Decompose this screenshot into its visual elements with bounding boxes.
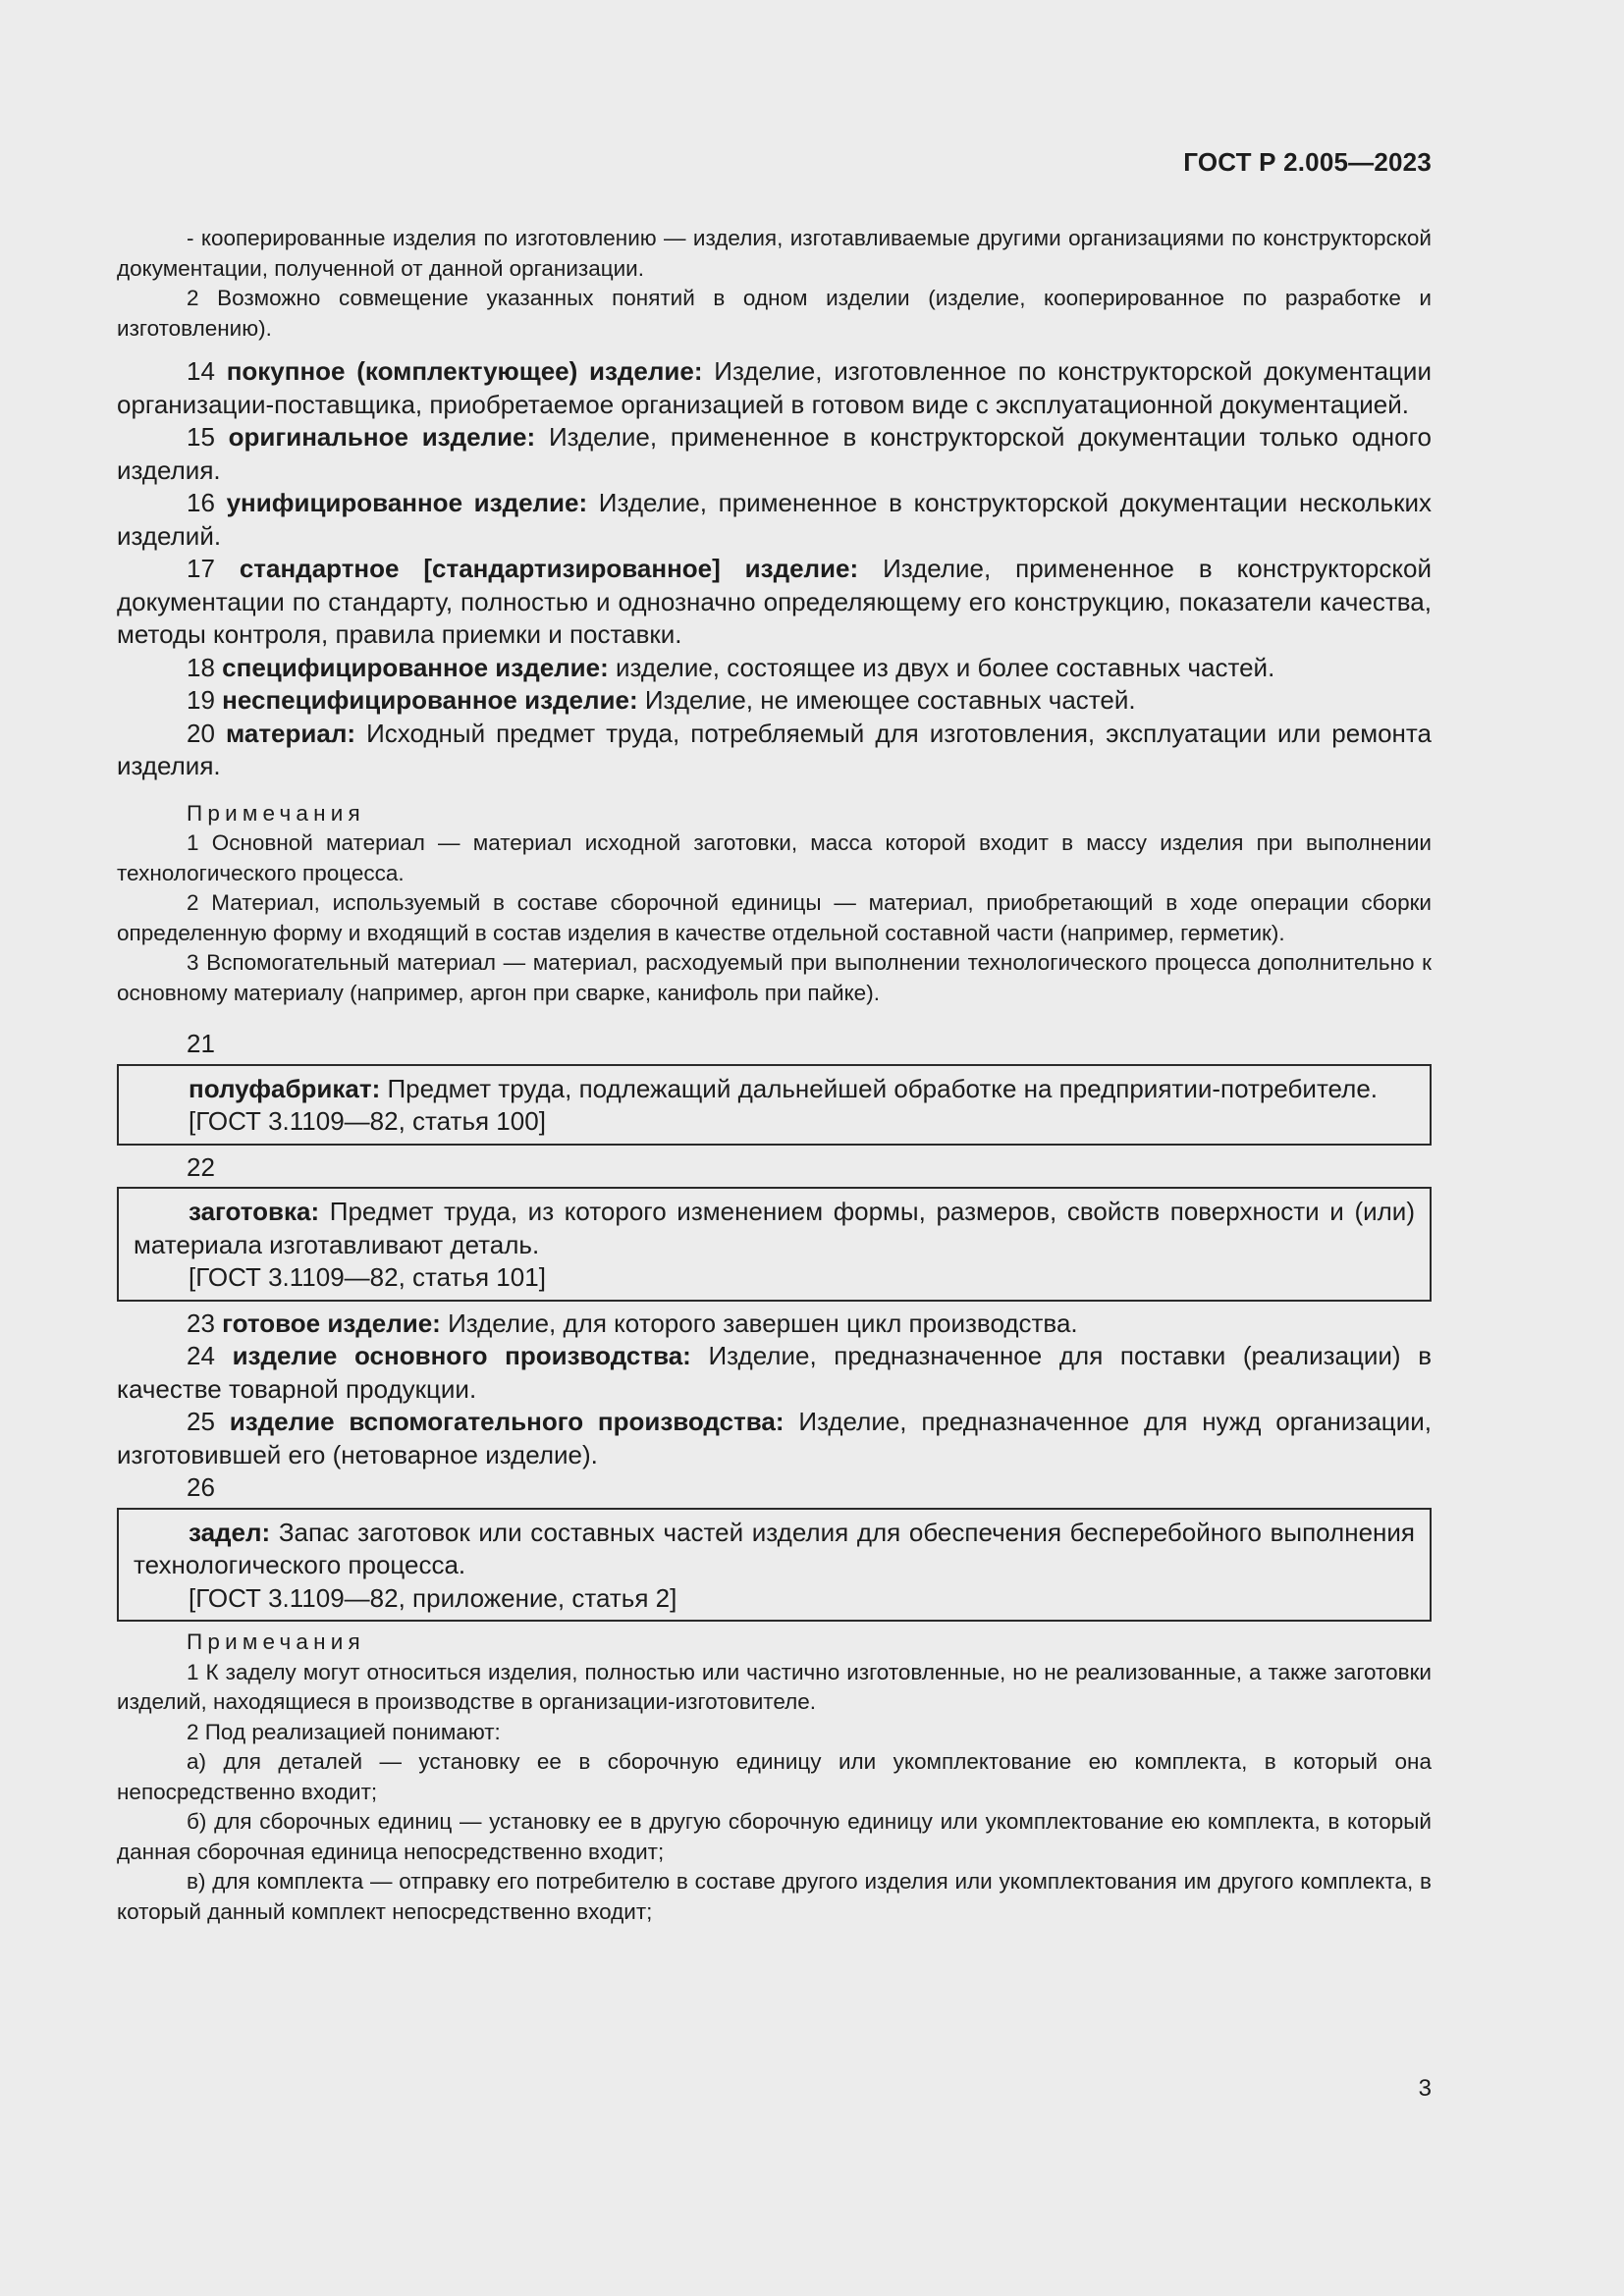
term-definition: Предмет труда, подлежащий дальнейшей обработке на предприятии-потребителе.: [387, 1073, 1379, 1103]
term-reference: [ГОСТ 3.1109—82, статья 100]: [189, 1106, 546, 1136]
term-entry: [117, 652, 1432, 685]
term-list-23-25: [117, 1308, 1432, 1472]
term-definition: изделие, состоящее из двух и более составных частей.: [616, 652, 1275, 682]
boxed-term-text: [134, 1073, 1415, 1106]
boxed-term-26: [117, 1471, 1432, 1622]
term-frame: [117, 1508, 1432, 1623]
term-entry: [117, 553, 1432, 652]
page-number: 3: [1418, 2075, 1432, 2102]
note-item: 1 Основной материал — материал исходной заготовки, масса которой входит в массу изделия при выполнении технологического процесса.: [117, 830, 1432, 885]
term-definition: Изделие, примененное в конструкторской документации только одного изделия.: [117, 422, 1432, 485]
term-number: 18: [187, 652, 215, 682]
term-name: заготовка:: [189, 1197, 320, 1226]
note-paragraph: 2 Возможно совмещение указанных понятий в одном изделии (изделие, кооперированное по разработке и изготовлению).: [117, 286, 1432, 341]
term-name: полуфабрикат:: [189, 1073, 381, 1103]
term-definition: Изделие, примененное в конструкторской документации нескольких изделий.: [117, 488, 1432, 551]
term-entry: [117, 1406, 1432, 1471]
note-item: 2 Материал, используемый в составе сборочной единицы — материал, приобретающий в ходе операции сборки определенную форму и входящий в состав изделия в качестве отдельной составной части (например, герметик).: [117, 890, 1432, 945]
term-name: готовое изделие:: [222, 1308, 441, 1338]
term-entry: [117, 421, 1432, 487]
note-item: 2 Под реализацией понимают:: [187, 1719, 501, 1744]
term-reference: [ГОСТ 3.1109—82, статья 101]: [189, 1262, 546, 1292]
term-reference: [ГОСТ 3.1109—82, приложение, статья 2]: [189, 1582, 677, 1613]
term-number: 23: [187, 1308, 215, 1338]
term-number: 22: [187, 1151, 215, 1182]
term-number: 16: [187, 488, 215, 517]
term-definition: Изделие, предназначенное для поставки (реализации) в качестве товарной продукции.: [117, 1341, 1433, 1404]
term-number: 20: [187, 718, 215, 748]
note-item: 3 Вспомогательный материал — материал, расходуемый при выполнении технологического процесса дополнительно к основному материалу (например, аргон при сварке, канифоль при пайке).: [117, 950, 1432, 1005]
term-definition: Изделие, предназначенное для нужд организации, изготовившей его (нетоварное изделие).: [117, 1407, 1432, 1469]
term-definition: Предмет труда, из которого изменением формы, размеров, свойств поверхности и (или) материала изготавливают деталь.: [134, 1197, 1415, 1259]
term-entry: [117, 684, 1432, 718]
term-number: 15: [187, 422, 215, 452]
term-name: неспецифицированное изделие:: [222, 685, 638, 715]
term-frame: [117, 1064, 1432, 1146]
term-list-14-20: [117, 355, 1432, 783]
term-definition: Изделие, примененное в конструкторской документации по стандарту, полностью и однозначно определяющему его конструкцию, показатели качества, методы контроля, правила приемки и поставки.: [117, 554, 1432, 649]
term-name: материал:: [225, 718, 356, 748]
document-code-header: ГОСТ Р 2.005—2023: [1183, 147, 1432, 177]
term-name: покупное (комплектующее) изделие:: [226, 356, 703, 386]
term-number: 21: [187, 1029, 215, 1058]
term-number: 17: [187, 554, 215, 583]
boxed-term-text: [134, 1517, 1415, 1582]
term-definition: Запас заготовок или составных частей изделия для обеспечения бесперебойного выполнения технологического процесса.: [134, 1517, 1416, 1579]
boxed-term-21: [117, 1028, 1432, 1146]
term-number: 14: [187, 356, 215, 386]
notes-title: Примечания: [187, 1629, 365, 1654]
term-number: 25: [187, 1407, 215, 1436]
notes-block-1: [117, 799, 1432, 1009]
term-name: изделие вспомогательного производства:: [229, 1407, 785, 1436]
term-name: оригинальное изделие:: [228, 422, 536, 452]
note-item: в) для комплекта — отправку его потребителю в составе другого изделия или укомплектования им другого комплекта, в который данный комплект непосредственно входит;: [117, 1869, 1432, 1924]
term-name: специфицированное изделие:: [222, 652, 609, 682]
term-entry: [117, 1308, 1432, 1341]
term-number: 24: [187, 1341, 215, 1370]
term-frame: [117, 1187, 1432, 1302]
term-name: изделие основного производства:: [232, 1341, 691, 1370]
term-number: 19: [187, 685, 215, 715]
term-entry: [117, 1340, 1432, 1406]
term-entry: [117, 355, 1432, 421]
term-definition: Изделие, не имеющее составных частей.: [644, 685, 1136, 715]
term-name: задел:: [189, 1517, 271, 1547]
notes-title: Примечания: [187, 800, 365, 826]
boxed-term-text: [134, 1196, 1415, 1261]
top-notes: [117, 224, 1432, 344]
note-item: б) для сборочных единиц — установку ее в другую сборочную единицу или укомплектование ею комплекта, в который данная сборочная единица непосредственно входит;: [117, 1809, 1432, 1864]
note-item: а) для деталей — установку ее в сборочную единицу или укомплектование ею комплекта, в который она непосредственно входит;: [117, 1749, 1432, 1804]
term-name: унифицированное изделие:: [226, 488, 588, 517]
term-entry: [117, 487, 1432, 553]
term-name: стандартное [стандартизированное] изделие:: [239, 554, 859, 583]
note-item: 1 К заделу могут относиться изделия, полностью или частично изготовленные, но не реализованные, а также заготовки изделий, находящиеся в производстве в организации-изготовителе.: [117, 1659, 1432, 1714]
boxed-term-22: [117, 1151, 1432, 1302]
term-definition: Исходный предмет труда, потребляемый для изготовления, эксплуатации или ремонта изделия.: [117, 718, 1432, 780]
term-entry: [117, 718, 1432, 783]
term-definition: Изделие, для которого завершен цикл производства.: [448, 1308, 1078, 1338]
document-page: [117, 0, 1432, 2296]
term-number: 26: [187, 1472, 215, 1502]
note-paragraph: - кооперированные изделия по изготовлению — изделия, изготавливаемые другими организациями по конструкторской документации, полученной от данной организации.: [117, 226, 1432, 281]
notes-block-2: [117, 1628, 1432, 1927]
term-definition: Изделие, изготовленное по конструкторской документации организации-поставщика, приобретаемое организацией в готовом виде с эксплуатационной документацией.: [117, 356, 1432, 419]
document-body: [117, 224, 1432, 1927]
